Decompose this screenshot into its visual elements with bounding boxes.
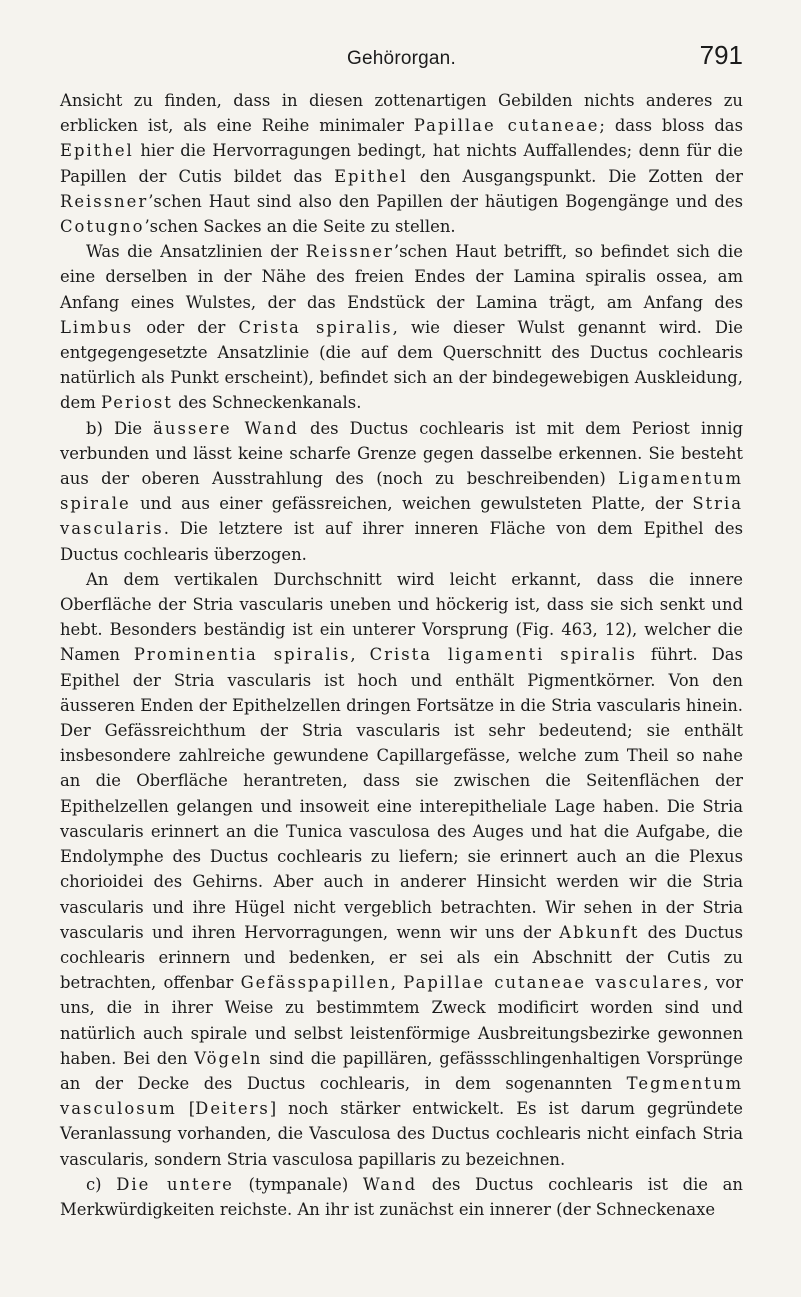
spaced-term: Cotugno [60,217,145,237]
text-run: . Die letztere ist auf ihrer inneren Fläche von dem Epithel des Ductus cochlearis überzogen. [60,519,743,564]
text-run: (tympanale) [233,1174,363,1194]
text-run: Ansicht zu finden, dass in diesen zottenartigen Gebilden nichts anderes zu erblicken ist, als eine Reihe minimaler [60,91,743,136]
text-run: und aus einer gefässreichen, weichen gewulsteten Platte, der [130,494,693,514]
text-run: ’schen Sackes an die Seite zu stellen. [144,217,456,237]
spaced-term: Stria vascularis [60,494,743,539]
spaced-term: Papillae cutaneae [413,116,600,136]
spaced-term: Prominentia spiralis [133,645,351,665]
page-header [60,40,743,88]
spaced-term: Reissner [60,191,149,211]
spaced-term: äussere Wand [153,418,299,438]
spaced-term: Abkunft [559,922,640,942]
text-run: oder der [133,317,239,337]
text-run: hier die Hervorragungen bedingt, hat nichts Auffallendes; denn für die Papillen der Cutis bildet das [60,141,743,186]
text-run: des Ductus cochlearis ist mit dem Periost innig verbunden und lässt keine scharfe Grenze gegen dasselbe erkennen. Sie besteht aus der oberen Ausstrahlung des (noch zu beschreibenden) [60,418,744,489]
text-run: , wie dieser Wulst genannt wird. Die entgegengesetzte Ansatzlinie (die auf dem Querschnitt des Ductus cochlearis natürlich als Punkt erscheint), befindet sich an der bindegewebigen Auskleidung, dem [60,317,743,413]
running-title: Gehörorgan. [347,48,456,69]
text-run: , [390,973,404,993]
spaced-term: Crista spiralis [238,317,393,337]
text-run: An dem vertikalen Durchschnitt wird leicht erkannt, dass die innere Oberfläche der Stria vascularis uneben und höckerig ist, dass sie sich senkt und hebt. Besonders beständig ist ein unterer Vorsprung (Fig. 463, 12), welcher die Namen [60,569,743,665]
spaced-term: Limbus [60,317,134,337]
paragraph-continued [60,88,743,239]
spaced-term: Vögeln [194,1048,263,1068]
spaced-term: Papillae cutaneae vasculares [403,973,704,993]
paragraph-aeussere-wand [60,416,743,567]
spaced-term: Periost [100,393,173,413]
paragraph-ansatzlinien [60,239,743,415]
spaced-term: Crista ligamenti spiralis [369,645,637,665]
text-run: Was die Ansatzlinien der [86,242,306,262]
paragraph-untere-wand [60,1172,743,1222]
text-run: c) [86,1174,117,1194]
body-text [60,88,743,1222]
spaced-term: Ligamentum spirale [60,469,743,514]
spaced-term: Deiters [195,1099,270,1119]
text-run: führt. Das Epithel der Stria vascularis ist hoch und enthält Pigmentkörner. Von den äusseren Enden der Epithelzellen dringen Fortsätze in die Stria vascularis hinein. Der Gefässreichthum der Stria vascularis ist sehr bedeutend; sie enthält insbesondere zahlreiche gewundene Capillargefässe, welche zum Theil so nahe an die Oberfläche herantreten, dass sie zwischen die Seitenflächen der Epithelzellen gelangen und insoweit eine interepitheliale Lage haben. Die Stria vascularis erinnert an die Tunica vasculosa des Auges und hat die Aufgabe, die Endolymphe des Ductus cochlearis zu liefern; sie erinnert auch an die Plexus chorioidei des Gehirns. Aber auch in anderer Hinsicht werden wir die Stria vascularis und ihre Hügel nicht vergeblich betrachten. Wir sehen in der Stria vascularis und ihren Hervorragungen, wenn wir uns der [60,645,743,942]
text-run: , vor uns, die in ihrer Weise zu bestimmtem Zweck modificirt worden sind und natürlich auch spirale und selbst leistenförmige Ausbreitungsbezirke gewonnen haben. Bei den [60,973,743,1068]
spaced-term: Epithel [60,141,134,161]
text-run: ’schen Haut betrifft, so befindet sich die eine derselben in der Nähe des freien Endes der Lamina spiralis ossea, am Anfang eines Wulstes, der das Endstück der Lamina trägt, am Anfang des [60,242,743,312]
spaced-term: Wand [362,1174,418,1194]
text-run: ; dass bloss das [599,116,743,136]
spaced-term: Gefässpapillen [240,973,391,993]
text-run: , [350,645,370,665]
text-run: des Ductus cochlearis ist die an Merkwürdigkeiten reichste. An ihr ist zunächst ein innerer (der Schneckenaxe [60,1174,743,1219]
page-number: 791 [699,40,743,70]
text-run: ’schen Haut sind also den Papillen der häutigen Bogengänge und des [148,191,743,211]
text-run: des Ductus cochlearis erinnern und bedenken, er sei als ein Abschnitt der Cutis zu betrachten, offenbar [60,922,743,993]
text-run: [ [176,1099,196,1119]
spaced-term: Tegmentum vasculosum [60,1073,743,1119]
spaced-term: Epithel [334,166,408,186]
text-run: sind die papillären, gefässschlingenhaltigen Vorsprünge an der Decke des Ductus cochlearis, in dem sogenannten [60,1048,743,1093]
spaced-term: Reissner [305,242,394,262]
spaced-term: Die untere [116,1174,234,1194]
text-run: b) Die [86,418,154,438]
paragraph-stria-vascularis [60,567,743,1172]
text-run: den Ausgangspunkt. Die Zotten der [407,166,743,186]
text-run: des Schneckenkanals. [172,393,362,413]
text-run: ] noch stärker entwickelt. Es ist darum gegründete Veranlassung vorhanden, die Vasculosa des Ductus cochlearis nicht einfach Stria vascularis, sondern Stria vasculosa papillaris zu bezeichnen. [60,1099,743,1169]
